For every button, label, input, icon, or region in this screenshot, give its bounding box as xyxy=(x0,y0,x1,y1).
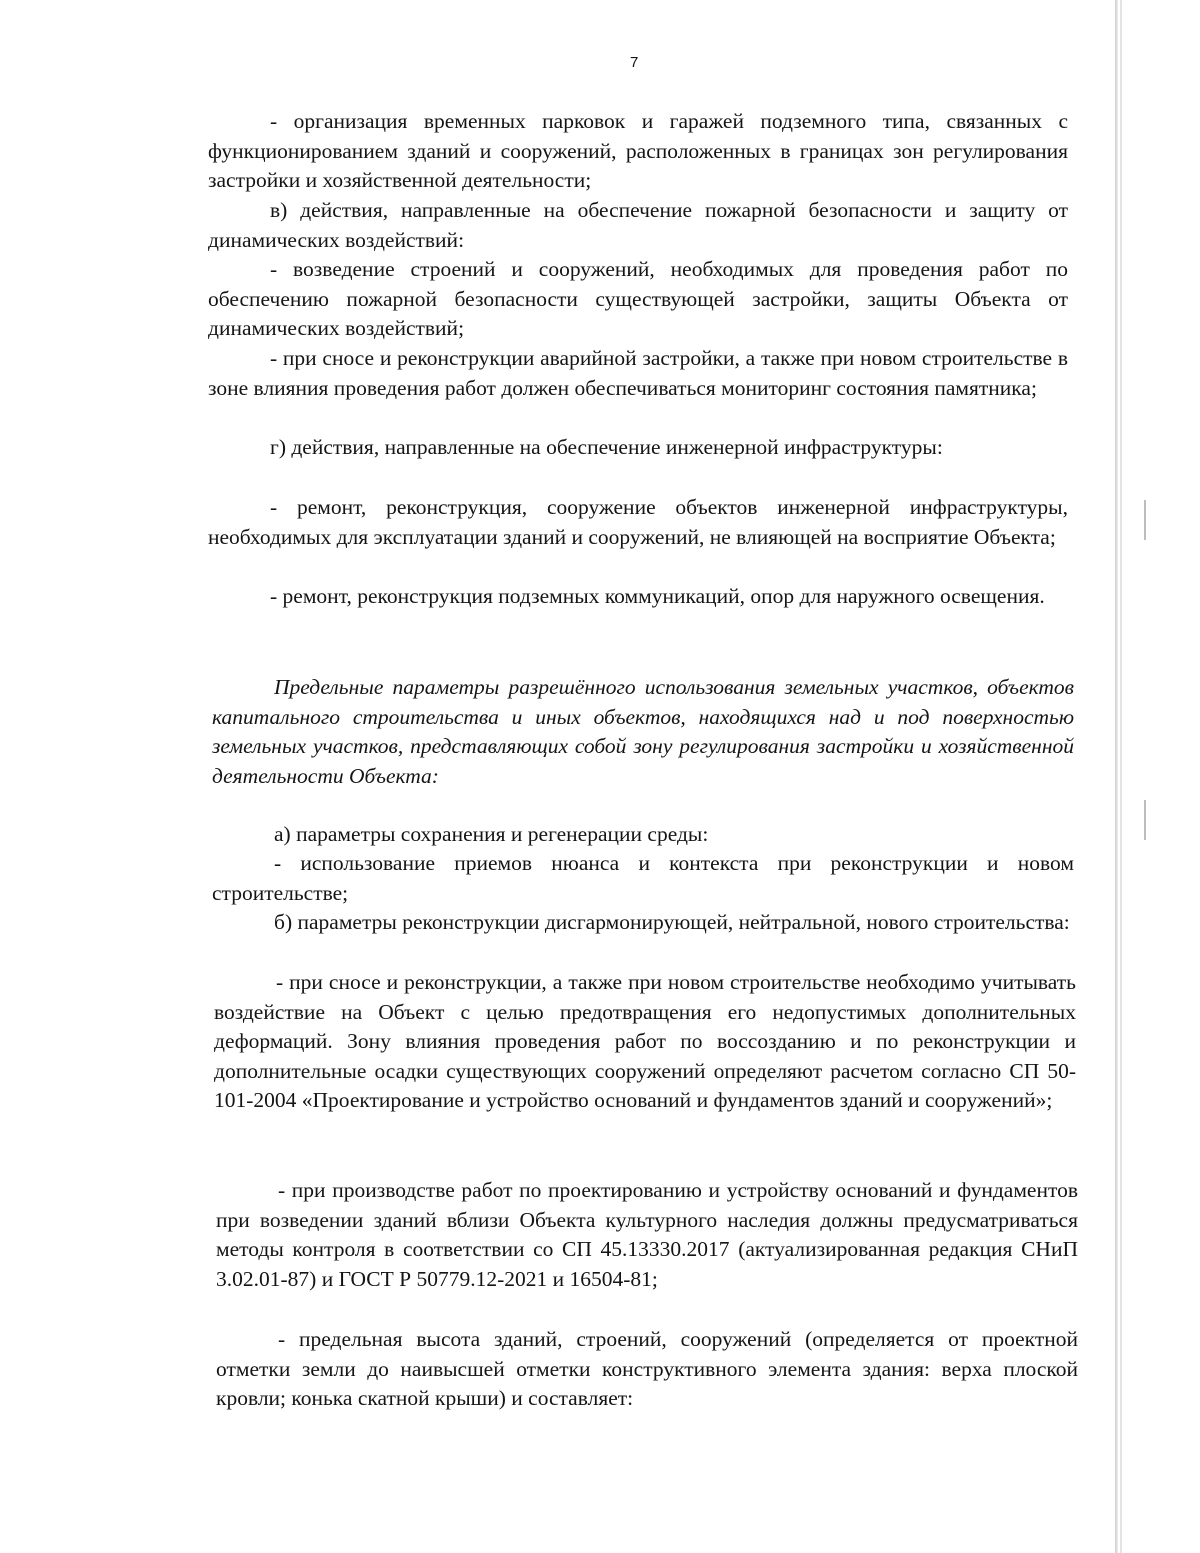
section-heading-item-v: в) действия, направленные на обеспечение пожарной безопасности и защиту от динамических воздействий: xyxy=(208,198,1068,252)
list-item-paragraph: - при производстве работ по проектированию и устройству оснований и фундаментов при возведении зданий вблизи Объекта культурного наследия должны предусматриваться методы контроля в соответствии со СП 45.13330.2017 (актуализированная редакция СНиП 3.02.01-87) и ГОСТ Р 50779.12-2021 и 16504-81; xyxy=(216,1178,1078,1291)
list-item-paragraph: - ремонт, реконструкция, сооружение объектов инженерной инфраструктуры, необходимых для эксплуатации зданий и сооружений, не влияющей на восприятие Объекта; xyxy=(208,495,1068,549)
italic-section-title: Предельные параметры разрешённого использования земельных участков, объектов капитального строительства и иных объектов, находящихся над и под поверхностью земельных участков, представляющих собой зону регулирования застройки и хозяйственной деятельности Объекта: xyxy=(212,675,1074,788)
scan-mark xyxy=(1144,800,1146,840)
scan-edge-shadow xyxy=(1115,0,1118,1553)
scan-edge-line xyxy=(1120,0,1122,1553)
list-item-paragraph: - организация временных парковок и гаражей подземного типа, связанных с функционированием зданий и сооружений, расположенных в границах зон регулирования застройки и хозяйственной деятельности; xyxy=(208,109,1068,192)
scan-mark xyxy=(1144,500,1146,540)
section-heading-item-a: а) параметры сохранения и регенерации среды: xyxy=(274,822,709,846)
list-item-paragraph: - при сносе и реконструкции, а также при новом строительстве необходимо учитывать воздействие на Объект с целью предотвращения его недопустимых дополнительных деформаций. Зону влияния проведения работ по воссозданию и по реконструкции и дополнительные осадки существующих сооружений определяют расчетом согласно СП 50-101-2004 «Проектирование и устройство оснований и фундаментов зданий и сооружений»; xyxy=(214,970,1076,1112)
list-item-paragraph: - использование приемов нюанса и контекста при реконструкции и новом строительстве; xyxy=(212,851,1074,905)
list-item-paragraph: - при сносе и реконструкции аварийной застройки, а также при новом строительстве в зоне влияния проведения работ должен обеспечиваться мониторинг состояния памятника; xyxy=(208,346,1068,400)
list-item-paragraph: - предельная высота зданий, строений, сооружений (определяется от проектной отметки земли до наивысшей отметки конструктивного элемента здания: верха плоской кровли; конька скатной крыши) и составляет: xyxy=(216,1327,1078,1410)
section-heading-item-b: б) параметры реконструкции дисгармонирующей, нейтральной, нового строительства: xyxy=(274,910,1070,934)
list-item-paragraph: - ремонт, реконструкция подземных коммуникаций, опор для наружного освещения. xyxy=(270,584,1045,608)
list-item-paragraph: - возведение строений и сооружений, необходимых для проведения работ по обеспечению пожарной безопасности существующей застройки, защиты Объекта от динамических воздействий; xyxy=(208,257,1068,340)
section-heading-item-g: г) действия, направленные на обеспечение инженерной инфраструктуры: xyxy=(270,435,943,459)
page-number: 7 xyxy=(630,54,639,71)
